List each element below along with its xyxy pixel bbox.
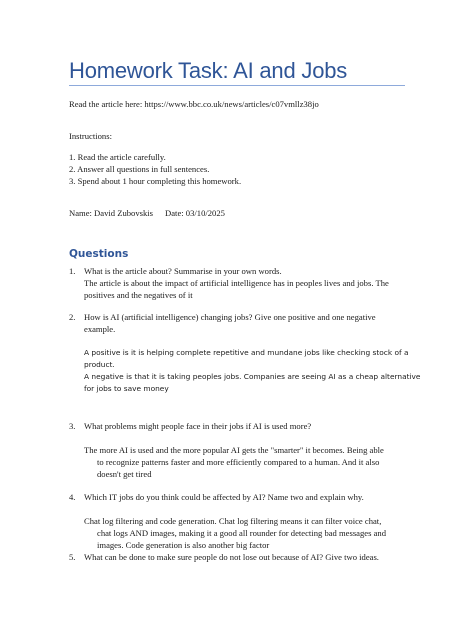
answer-line: The more AI is used and the more popular AI gets the "smarter" it becomes. Being able <box>84 445 384 455</box>
question-text: What is the article about? Summarise in your own words. <box>84 266 282 276</box>
question-number: 3. <box>69 421 76 431</box>
answer-line: doesn't get tired <box>97 469 152 479</box>
answer-line: to recognize patterns faster and more efficiently compared to a human. And it also <box>97 457 380 467</box>
student-name: Name: David Zubovskis <box>69 208 154 218</box>
name-date-line <box>69 207 225 219</box>
question-number: 4. <box>69 492 76 502</box>
instruction-item: 3. Spend about 1 hour completing this homework. <box>69 176 242 186</box>
title-underline <box>69 85 405 86</box>
question-text: How is AI (artificial intelligence) changing jobs? Give one positive and one negative <box>84 312 376 322</box>
answer-line: product. <box>84 360 115 369</box>
answer-line: A positive is it is helping complete repetitive and mundane jobs like checking stock of a <box>84 348 409 357</box>
answer-line: for jobs to save money <box>84 384 169 393</box>
answer-line: positives and the negatives of it <box>84 290 193 300</box>
answer-line: Chat log filtering and code generation. Chat log filtering means it can filter voice chat, <box>84 516 382 526</box>
article-link-line: Read the article here: https://www.bbc.co.uk/news/articles/c07vmllz38jo <box>69 99 319 109</box>
question-text: Which IT jobs do you think could be affected by AI? Name two and explain why. <box>84 492 364 502</box>
question-text: What can be done to make sure people do not lose out because of AI? Give two ideas. <box>84 552 379 562</box>
instructions-label: Instructions: <box>69 131 112 141</box>
answer-line: images. Code generation is also another big factor <box>97 540 270 550</box>
question-text: What problems might people face in their jobs if AI is used more? <box>84 421 312 431</box>
answer-line: The article is about the impact of artificial intelligence has in peoples lives and jobs. The <box>84 278 389 288</box>
question-number: 2. <box>69 312 76 322</box>
submission-date: Date: 03/10/2025 <box>165 208 225 218</box>
instruction-item: 1. Read the article carefully. <box>69 152 166 162</box>
answer-line: chat logs AND images, making it a good all rounder for detecting bad messages and <box>97 528 387 538</box>
document-title: Homework Task: AI and Jobs <box>69 58 348 83</box>
question-number: 1. <box>69 266 76 276</box>
questions-heading: Questions <box>69 248 129 260</box>
answer-line: A negative is that it is taking peoples jobs. Companies are seeing AI as a cheap alternative <box>84 372 421 381</box>
instruction-item: 2. Answer all questions in full sentences. <box>69 164 210 174</box>
question-number: 5. <box>69 552 76 562</box>
question-text: example. <box>84 324 116 334</box>
